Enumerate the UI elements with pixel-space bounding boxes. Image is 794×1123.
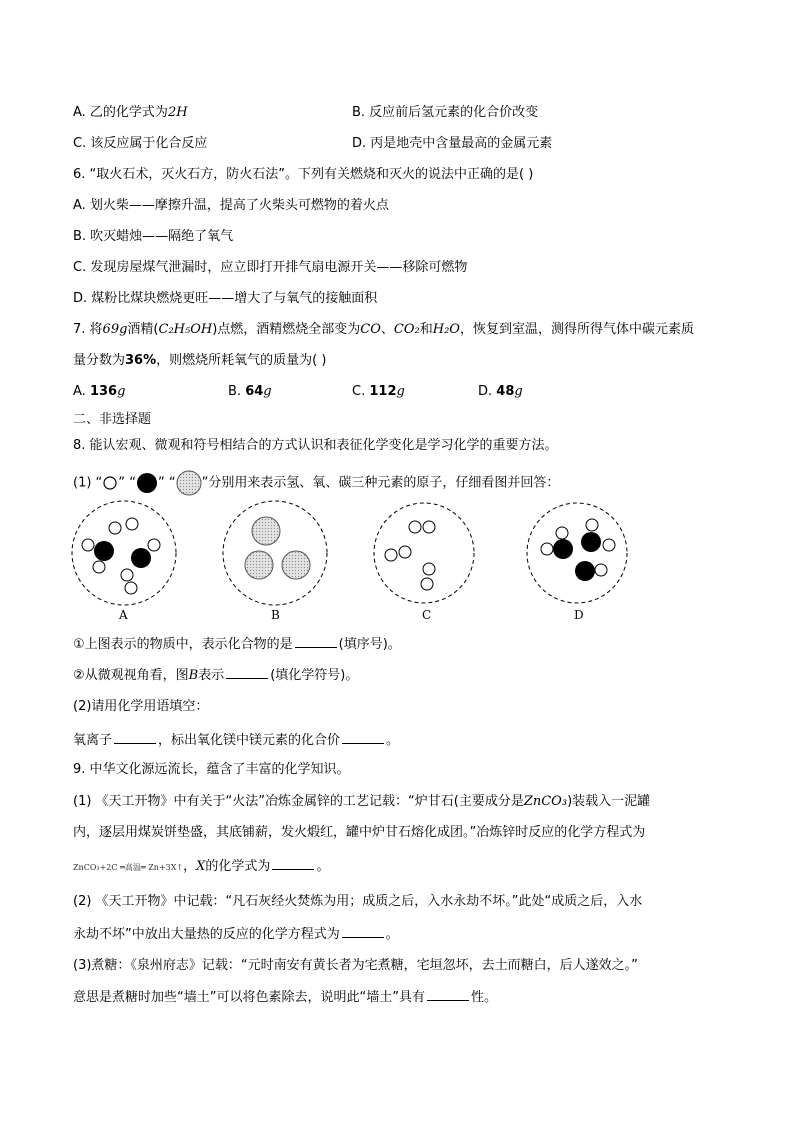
carbon-atom-icon [252, 517, 280, 545]
answer-blank[interactable] [114, 731, 156, 744]
hydrogen-atom-icon [541, 543, 553, 555]
hydrogen-atom-icon [603, 539, 615, 551]
q8-text: (1) “ [73, 475, 103, 491]
q9-variable: X [196, 859, 206, 874]
q7-text: )点燃，酒精燃烧全部变为 [212, 322, 361, 337]
q7-option-label: D. [478, 384, 493, 399]
q9-text: 意思是煮糖时加些“墙土”可以将色素除去，说明此“墙土”具有 [73, 990, 425, 1005]
diagram-b [223, 501, 327, 605]
carbon-atom-icon [282, 551, 310, 579]
hydrogen-atom-icon [399, 546, 411, 558]
q8-text: (填化学符号)。 [270, 668, 359, 683]
q5-option-a [73, 104, 188, 122]
q7-co: CO [360, 322, 381, 337]
q7-stem-line1 [73, 321, 694, 339]
q5-option-d: D. 丙是地壳中含量最高的金属元素 [352, 136, 553, 151]
q8-text: 。 [386, 733, 400, 748]
q9-stem: 9. 中华文化源远流长，蕴含了丰富的化学知识。 [73, 762, 350, 777]
q7-option-unit: g [396, 384, 405, 399]
q9-text: 的化学式为 [205, 859, 271, 874]
q9-text: 永劫不坏”中放出大量热的反应的化学方程式为 [73, 927, 340, 942]
hydrogen-atom-icon [423, 521, 435, 533]
q7-option-label: A. [73, 384, 86, 399]
q8-part2: (2)请用化学用语填空： [73, 699, 209, 714]
q7-option-value: 64 [245, 384, 264, 399]
diagram-d [527, 503, 627, 603]
molecule-diagram [60, 500, 660, 630]
hydrogen-atom-icon [586, 519, 598, 531]
q7-text: 7. 将 [73, 322, 103, 337]
q8-sub1 [73, 635, 401, 654]
figure-label-a: A [119, 608, 128, 622]
q8-stem: 8. 能认宏观、微观和符号相结合的方式认识和表征化学变化是学习化学的重要方法。 [73, 438, 558, 453]
carbon-atom-icon [176, 470, 202, 496]
carbon-atom-icon [245, 551, 273, 579]
q9-part1-line2: 内，逐层用煤炭饼垫盛，其底铺薪，发火煅红，罐中炉甘石熔化成团。”冶炼锌时反应的化学方程式为 [73, 825, 646, 840]
hydrogen-atom-icon [109, 522, 121, 534]
q9-text: 。 [316, 859, 330, 874]
q7-h2o: H₂O [432, 322, 460, 337]
q7-option-unit: g [263, 384, 272, 399]
q9-formula: ZnCO₃ [523, 794, 568, 809]
diagram-c [374, 503, 474, 603]
hydrogen-atom-icon [409, 521, 421, 533]
oxygen-atom-icon [575, 561, 595, 581]
q9-part3-line2 [73, 988, 497, 1007]
hydrogen-atom-icon [102, 475, 118, 491]
q6-stem: 6. “取火石术，灭火石方，防火石法”。下列有关燃烧和灭火的说法中正确的是( ) [73, 167, 534, 182]
q6-option-c: C. 发现房屋煤气泄漏时，应立即打开排气扇电源开关——移除可燃物 [73, 260, 468, 275]
q8-text: 表示 [198, 668, 225, 683]
hydrogen-atom-icon [385, 549, 397, 561]
hydrogen-atom-icon [421, 578, 433, 590]
q9-part3-line1: (3)煮糖：《泉州府志》记载：“元时南安有黄长者为宅煮糖，宅垣忽坏，去土而糖白，后人遂效之。” [73, 958, 638, 973]
q7-option-unit: g [514, 384, 523, 399]
q7-text: 、 [380, 322, 394, 337]
q7-mass: 69g [102, 322, 128, 337]
hydrogen-atom-icon [82, 539, 94, 551]
q8-part2-line [73, 731, 399, 750]
q7-option-label: C. [352, 384, 366, 399]
q8-text: ，标出氧化镁中镁元素的化合价 [158, 733, 341, 748]
hydrogen-atom-icon [121, 569, 133, 581]
answer-blank[interactable] [295, 635, 337, 648]
q6-option-d: D. 煤粉比煤块燃烧更旺——增大了与氧气的接触面积 [73, 291, 378, 306]
q8-text: ②从微观视角看，图 [73, 668, 189, 683]
q7-option-value: 136 [89, 384, 118, 399]
hydrogen-atom-icon [556, 527, 568, 539]
q7-ethanol-formula: C₂H₅OH [158, 322, 213, 337]
q9-part2-line1: (2) 《天工开物》中记载：“凡石灰经火焚炼为用；成质之后，入水永劫不坏。”此处“成质之后，入水 [73, 894, 643, 909]
q9-part2-line2 [73, 925, 399, 944]
hydrogen-atom-icon [595, 564, 607, 576]
answer-blank[interactable] [342, 731, 384, 744]
q7-text: 酒精( [127, 322, 159, 337]
hydrogen-atom-icon [126, 518, 138, 530]
q7-option-value: 112 [369, 384, 397, 399]
oxygen-atom-icon [553, 539, 573, 559]
oxygen-atom-icon [136, 472, 158, 494]
q8-text: “ [129, 475, 136, 491]
q8-sub2 [73, 666, 358, 685]
q8-part1 [73, 470, 559, 496]
hydrogen-atom-icon [93, 561, 105, 573]
q5-option-b: B. 反应前后氢元素的化合价改变 [352, 105, 539, 120]
q9-text: (1) 《天工开物》中有关于“火法”冶炼金属锌的工艺记载：“炉甘石(主要成分是 [73, 794, 524, 809]
figure-label-d: D [574, 608, 584, 622]
answer-blank[interactable] [272, 857, 314, 870]
hydrogen-atom-icon [148, 539, 160, 551]
q5-option-a-text: A. 乙的化学式为 [73, 105, 168, 120]
figure-label-c: C [422, 608, 432, 622]
q5-option-a-formula: 2H [167, 105, 188, 120]
q7-co2: CO₂ [393, 322, 420, 337]
q7-option-label: B. [228, 384, 242, 399]
q8-text: ” [201, 475, 209, 491]
q9-part1-line3 [73, 857, 329, 877]
answer-blank[interactable] [342, 925, 384, 938]
q7-stem-line2 [73, 352, 326, 370]
q8-text: 氧离子 [73, 733, 113, 748]
q8-text: ①上图表示的物质中，表示化合物的是 [73, 637, 293, 652]
oxygen-atom-icon [581, 532, 601, 552]
hydrogen-atom-icon [423, 563, 435, 575]
q7-text: 量分数为 [73, 353, 126, 368]
diagram-a [72, 501, 176, 605]
q7-option-a [73, 383, 125, 401]
q9-text: 。 [385, 927, 399, 942]
q7-text: ，则燃烧所耗氧气的质量为( ) [156, 353, 327, 368]
q8-text: (填序号)。 [338, 637, 401, 652]
figure-label-b: B [271, 608, 280, 622]
q9-text: )装载入一泥罐 [567, 794, 651, 809]
q9-text: ， [183, 859, 197, 874]
q8-text: 分别用来表示氢、氧、碳三种元素的原子，仔细看图并回答： [208, 475, 560, 491]
q8-text: ” [118, 475, 126, 491]
q7-text: 和 [419, 322, 433, 337]
q8-text: “ [168, 475, 176, 491]
q7-option-unit: g [117, 384, 126, 399]
q8-figure-ref: B [188, 668, 199, 683]
q6-option-b: B. 吹灭蜡烛——隔绝了氧气 [73, 229, 234, 244]
answer-blank[interactable] [226, 666, 268, 679]
q7-text: ，恢复到室温，测得所得气体中碳元素质 [459, 322, 694, 337]
q6-option-a: A. 划火柴——摩擦升温，提高了火柴头可燃物的着火点 [73, 198, 389, 213]
q7-option-value: 48 [496, 384, 515, 399]
oxygen-atom-icon [131, 548, 151, 568]
q9-equation-image: ZnCO₃+2C ═高温═ Zn+3X↑ [73, 863, 184, 872]
q5-option-c: C. 该反应属于化合反应 [73, 136, 208, 151]
q9-text: 性。 [470, 990, 497, 1005]
section-heading: 二、非选择题 [73, 412, 152, 427]
q9-part1-line1 [73, 793, 650, 811]
q7-option-d [478, 383, 523, 401]
oxygen-atom-icon [94, 541, 114, 561]
hydrogen-atom-icon [125, 582, 137, 594]
q7-percent: 36% [125, 353, 157, 368]
q7-option-b [228, 383, 272, 401]
answer-blank[interactable] [427, 988, 469, 1001]
q7-option-c [352, 383, 405, 401]
q8-text: ” [157, 475, 165, 491]
